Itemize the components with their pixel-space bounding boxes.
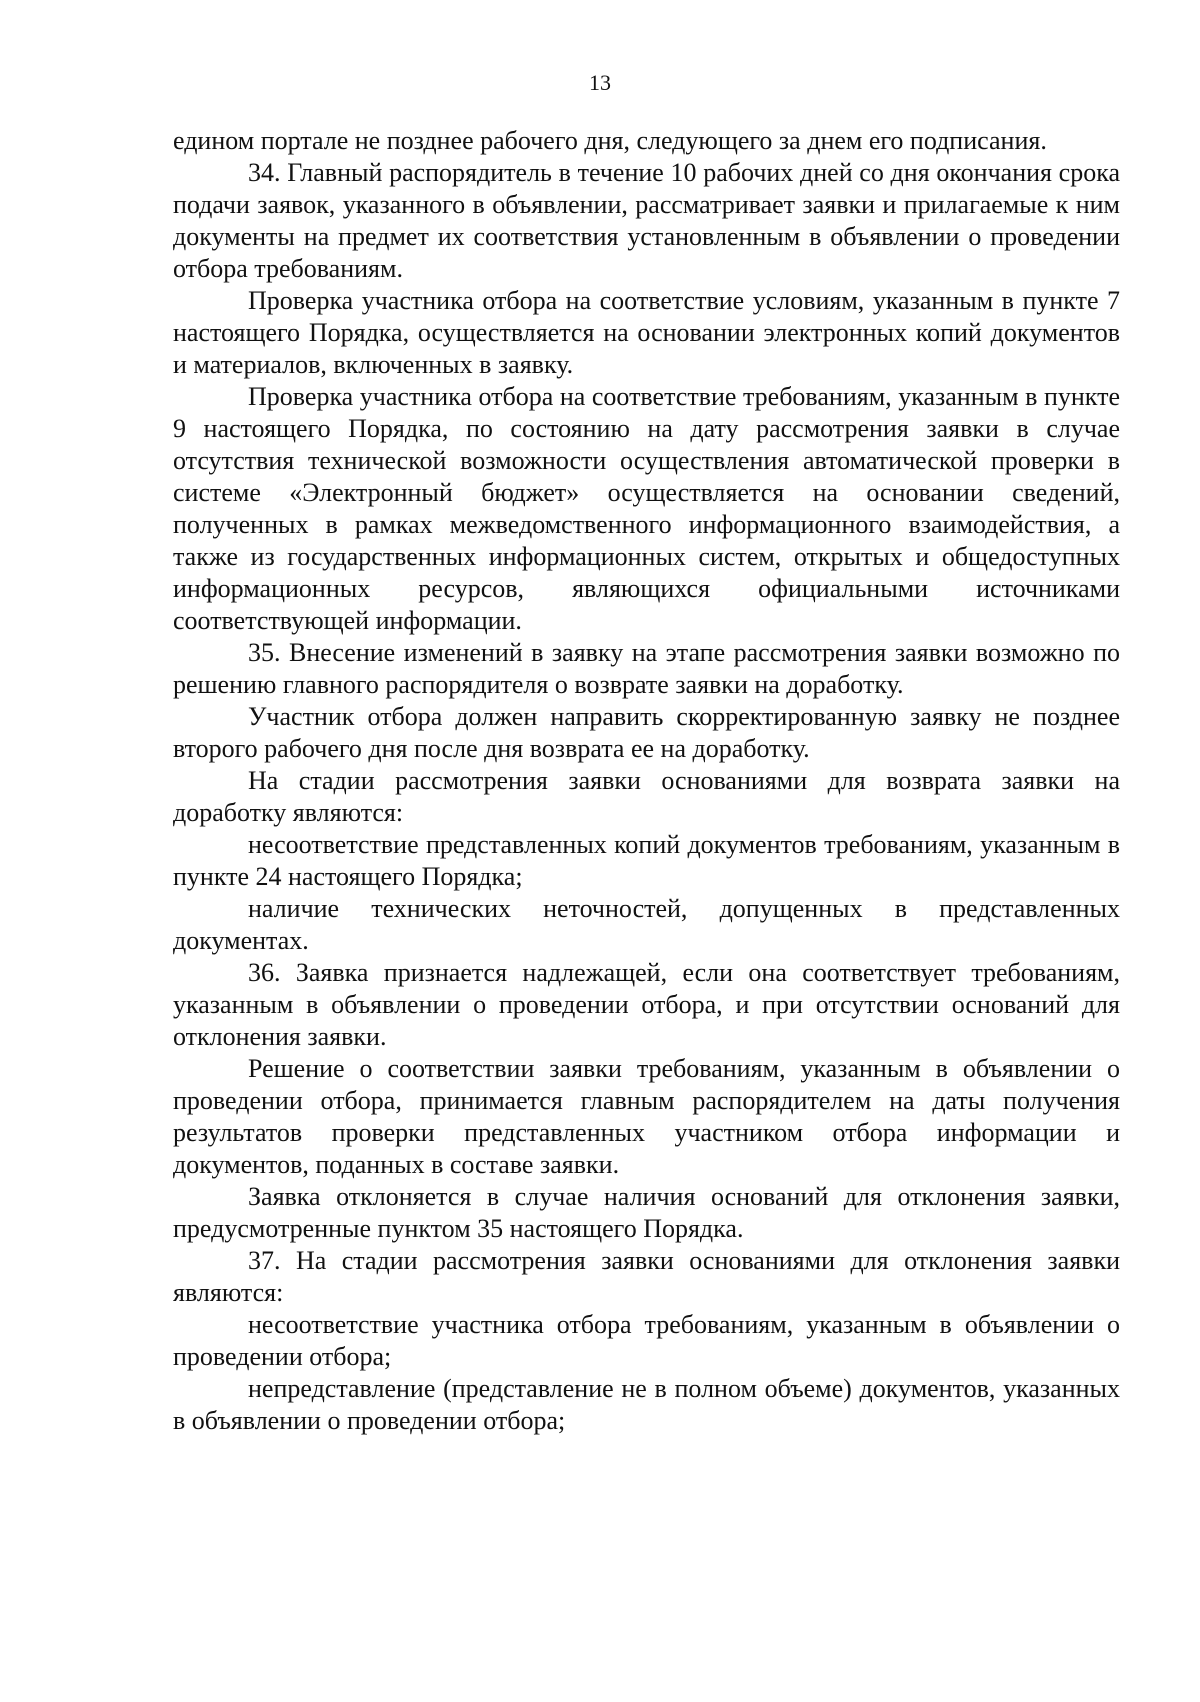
paragraph: 34. Главный распорядитель в течение 10 рабочих дней со дня окончания срока подачи заявок, указанного в объявлении, рассматривает заявки и прилагаемые к ним документы на предмет их соответствия установленным в объявлении о проведении отбора требованиям. (173, 158, 1120, 283)
paragraph: непредставление (представление не в полном объеме) документов, указанных в объявлении о проведении отбора; (173, 1374, 1120, 1435)
paragraph: несоответствие представленных копий документов требованиям, указанным в пункте 24 настоящего Порядка; (173, 830, 1120, 891)
paragraph: 37. На стадии рассмотрения заявки основаниями для отклонения заявки являются: (173, 1246, 1120, 1307)
paragraph: На стадии рассмотрения заявки основаниями для возврата заявки на доработку являются: (173, 766, 1120, 827)
page-number: 13 (589, 70, 611, 95)
document-body (173, 125, 1120, 1437)
paragraph: несоответствие участника отбора требованиям, указанным в объявлении о проведении отбора; (173, 1310, 1120, 1371)
paragraph: Решение о соответствии заявки требованиям, указанным в объявлении о проведении отбора, принимается главным распорядителем на даты получения результатов проверки представленных участником отбора информации и документов, поданных в составе заявки. (173, 1054, 1120, 1179)
paragraph: 36. Заявка признается надлежащей, если она соответствует требованиям, указанным в объявлении о проведении отбора, и при отсутствии оснований для отклонения заявки. (173, 958, 1120, 1051)
paragraph: Заявка отклоняется в случае наличия оснований для отклонения заявки, предусмотренные пунктом 35 настоящего Порядка. (173, 1182, 1120, 1243)
paragraph: Проверка участника отбора на соответствие требованиям, указанным в пункте 9 настоящего Порядка, по состоянию на дату рассмотрения заявки в случае отсутствия технической возможности осуществления автоматической проверки в системе «Электронный бюджет» осуществляется на основании сведений, полученных в рамках межведомственного информационного взаимодействия, а также из государственных информационных систем, открытых и общедоступных информационных ресурсов, являющихся официальными источниками соответствующей информации. (173, 382, 1120, 635)
paragraph: наличие технических неточностей, допущенных в представленных документах. (173, 894, 1120, 955)
paragraph: Участник отбора должен направить скорректированную заявку не позднее второго рабочего дня после дня возврата ее на доработку. (173, 702, 1120, 763)
paragraph: 35. Внесение изменений в заявку на этапе рассмотрения заявки возможно по решению главного распорядителя о возврате заявки на доработку. (173, 638, 1120, 699)
paragraph: Проверка участника отбора на соответствие условиям, указанным в пункте 7 настоящего Порядка, осуществляется на основании электронных копий документов и материалов, включенных в заявку. (173, 286, 1120, 379)
paragraph: едином портале не позднее рабочего дня, следующего за днем его подписания. (173, 126, 1047, 155)
